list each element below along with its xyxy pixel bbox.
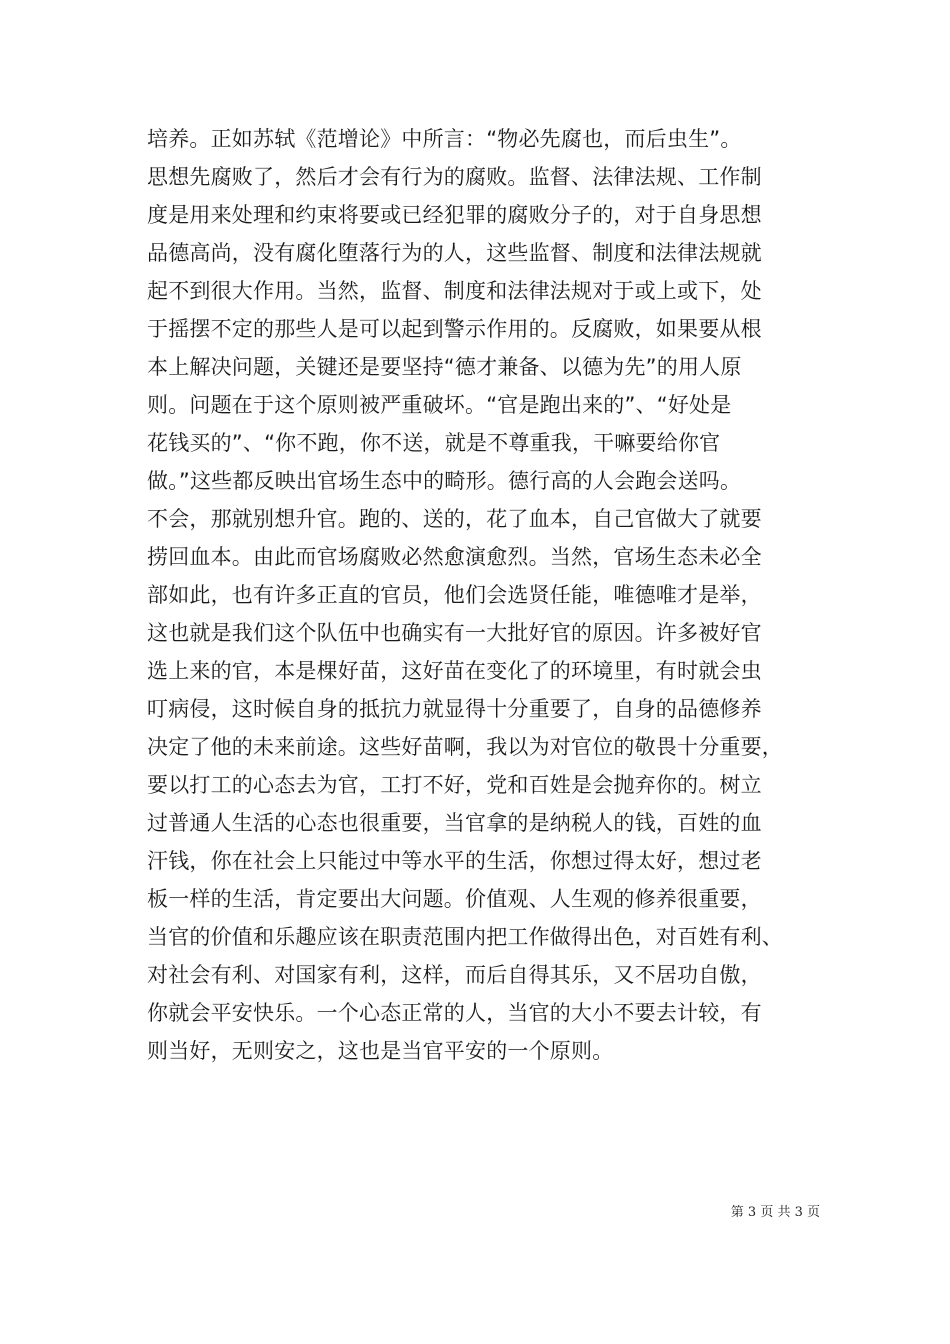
text-line: 这也就是我们这个队伍中也确实有一大批好官的原因。许多被好官	[147, 621, 762, 645]
text-line: 做。”这些都反映出官场生态中的畸形。德行高的人会跑会送吗。	[147, 469, 742, 493]
text-line: 汗钱，你在社会上只能过中等水平的生活，你想过得太好，想过老	[147, 849, 762, 873]
body-paragraph	[147, 120, 827, 1070]
text-line: 起不到很大作用。当然，监督、制度和法律法规对于或上或下，处	[147, 279, 762, 303]
text-line: 思想先腐败了，然后才会有行为的腐败。监督、法律法规、工作制	[147, 165, 762, 189]
text-line: 则。问题在于这个原则被严重破坏。“官是跑出来的”、“好处是	[147, 393, 732, 417]
text-line: 不会，那就别想升官。跑的、送的，花了血本，自己官做大了就要	[147, 507, 762, 531]
text-line: 你就会平安快乐。一个心态正常的人，当官的大小不要去计较，有	[147, 1001, 762, 1025]
text-line: 决定了他的未来前途。这些好苗啊，我以为对官位的敬畏十分重要，	[147, 735, 783, 759]
text-line: 板一样的生活，肯定要出大问题。价值观、人生观的修养很重要，	[147, 887, 762, 911]
text-line: 要以打工的心态去为官，工打不好，党和百姓是会抛弃你的。树立	[147, 773, 762, 797]
text-line: 花钱买的”、“你不跑，你不送，就是不尊重我，干嘛要给你官	[147, 431, 721, 455]
text-line: 叮病侵，这时候自身的抵抗力就显得十分重要了，自身的品德修养	[147, 697, 762, 721]
text-line: 部如此，也有许多正直的官员，他们会选贤任能，唯德唯才是举，	[147, 583, 762, 607]
page-number-footer: 第 3 页 共 3 页	[730, 1205, 820, 1220]
text-line: 品德高尚，没有腐化堕落行为的人，这些监督、制度和法律法规就	[147, 241, 762, 265]
text-line: 度是用来处理和约束将要或已经犯罪的腐败分子的，对于自身思想	[147, 203, 762, 227]
text-line: 当官的价值和乐趣应该在职责范围内把工作做得出色，对百姓有利、	[147, 925, 783, 949]
text-line: 本上解决问题，关键还是要坚持“德才兼备、以德为先”的用人原	[147, 355, 742, 379]
text-line: 于摇摆不定的那些人是可以起到警示作用的。反腐败，如果要从根	[147, 317, 762, 341]
text-line: 培养。正如苏轼《范增论》中所言：“物必先腐也，而后虫生”。	[147, 127, 742, 151]
text-line: 对社会有利、对国家有利，这样，而后自得其乐，又不居功自傲，	[147, 963, 762, 987]
text-line: 则当好，无则安之，这也是当官平安的一个原则。	[147, 1039, 614, 1063]
text-line: 选上来的官，本是棵好苗，这好苗在变化了的环境里，有时就会虫	[147, 659, 762, 683]
text-line: 过普通人生活的心态也很重要，当官拿的是纳税人的钱，百姓的血	[147, 811, 762, 835]
text-line: 捞回血本。由此而官场腐败必然愈演愈烈。当然，官场生态未必全	[147, 545, 762, 569]
